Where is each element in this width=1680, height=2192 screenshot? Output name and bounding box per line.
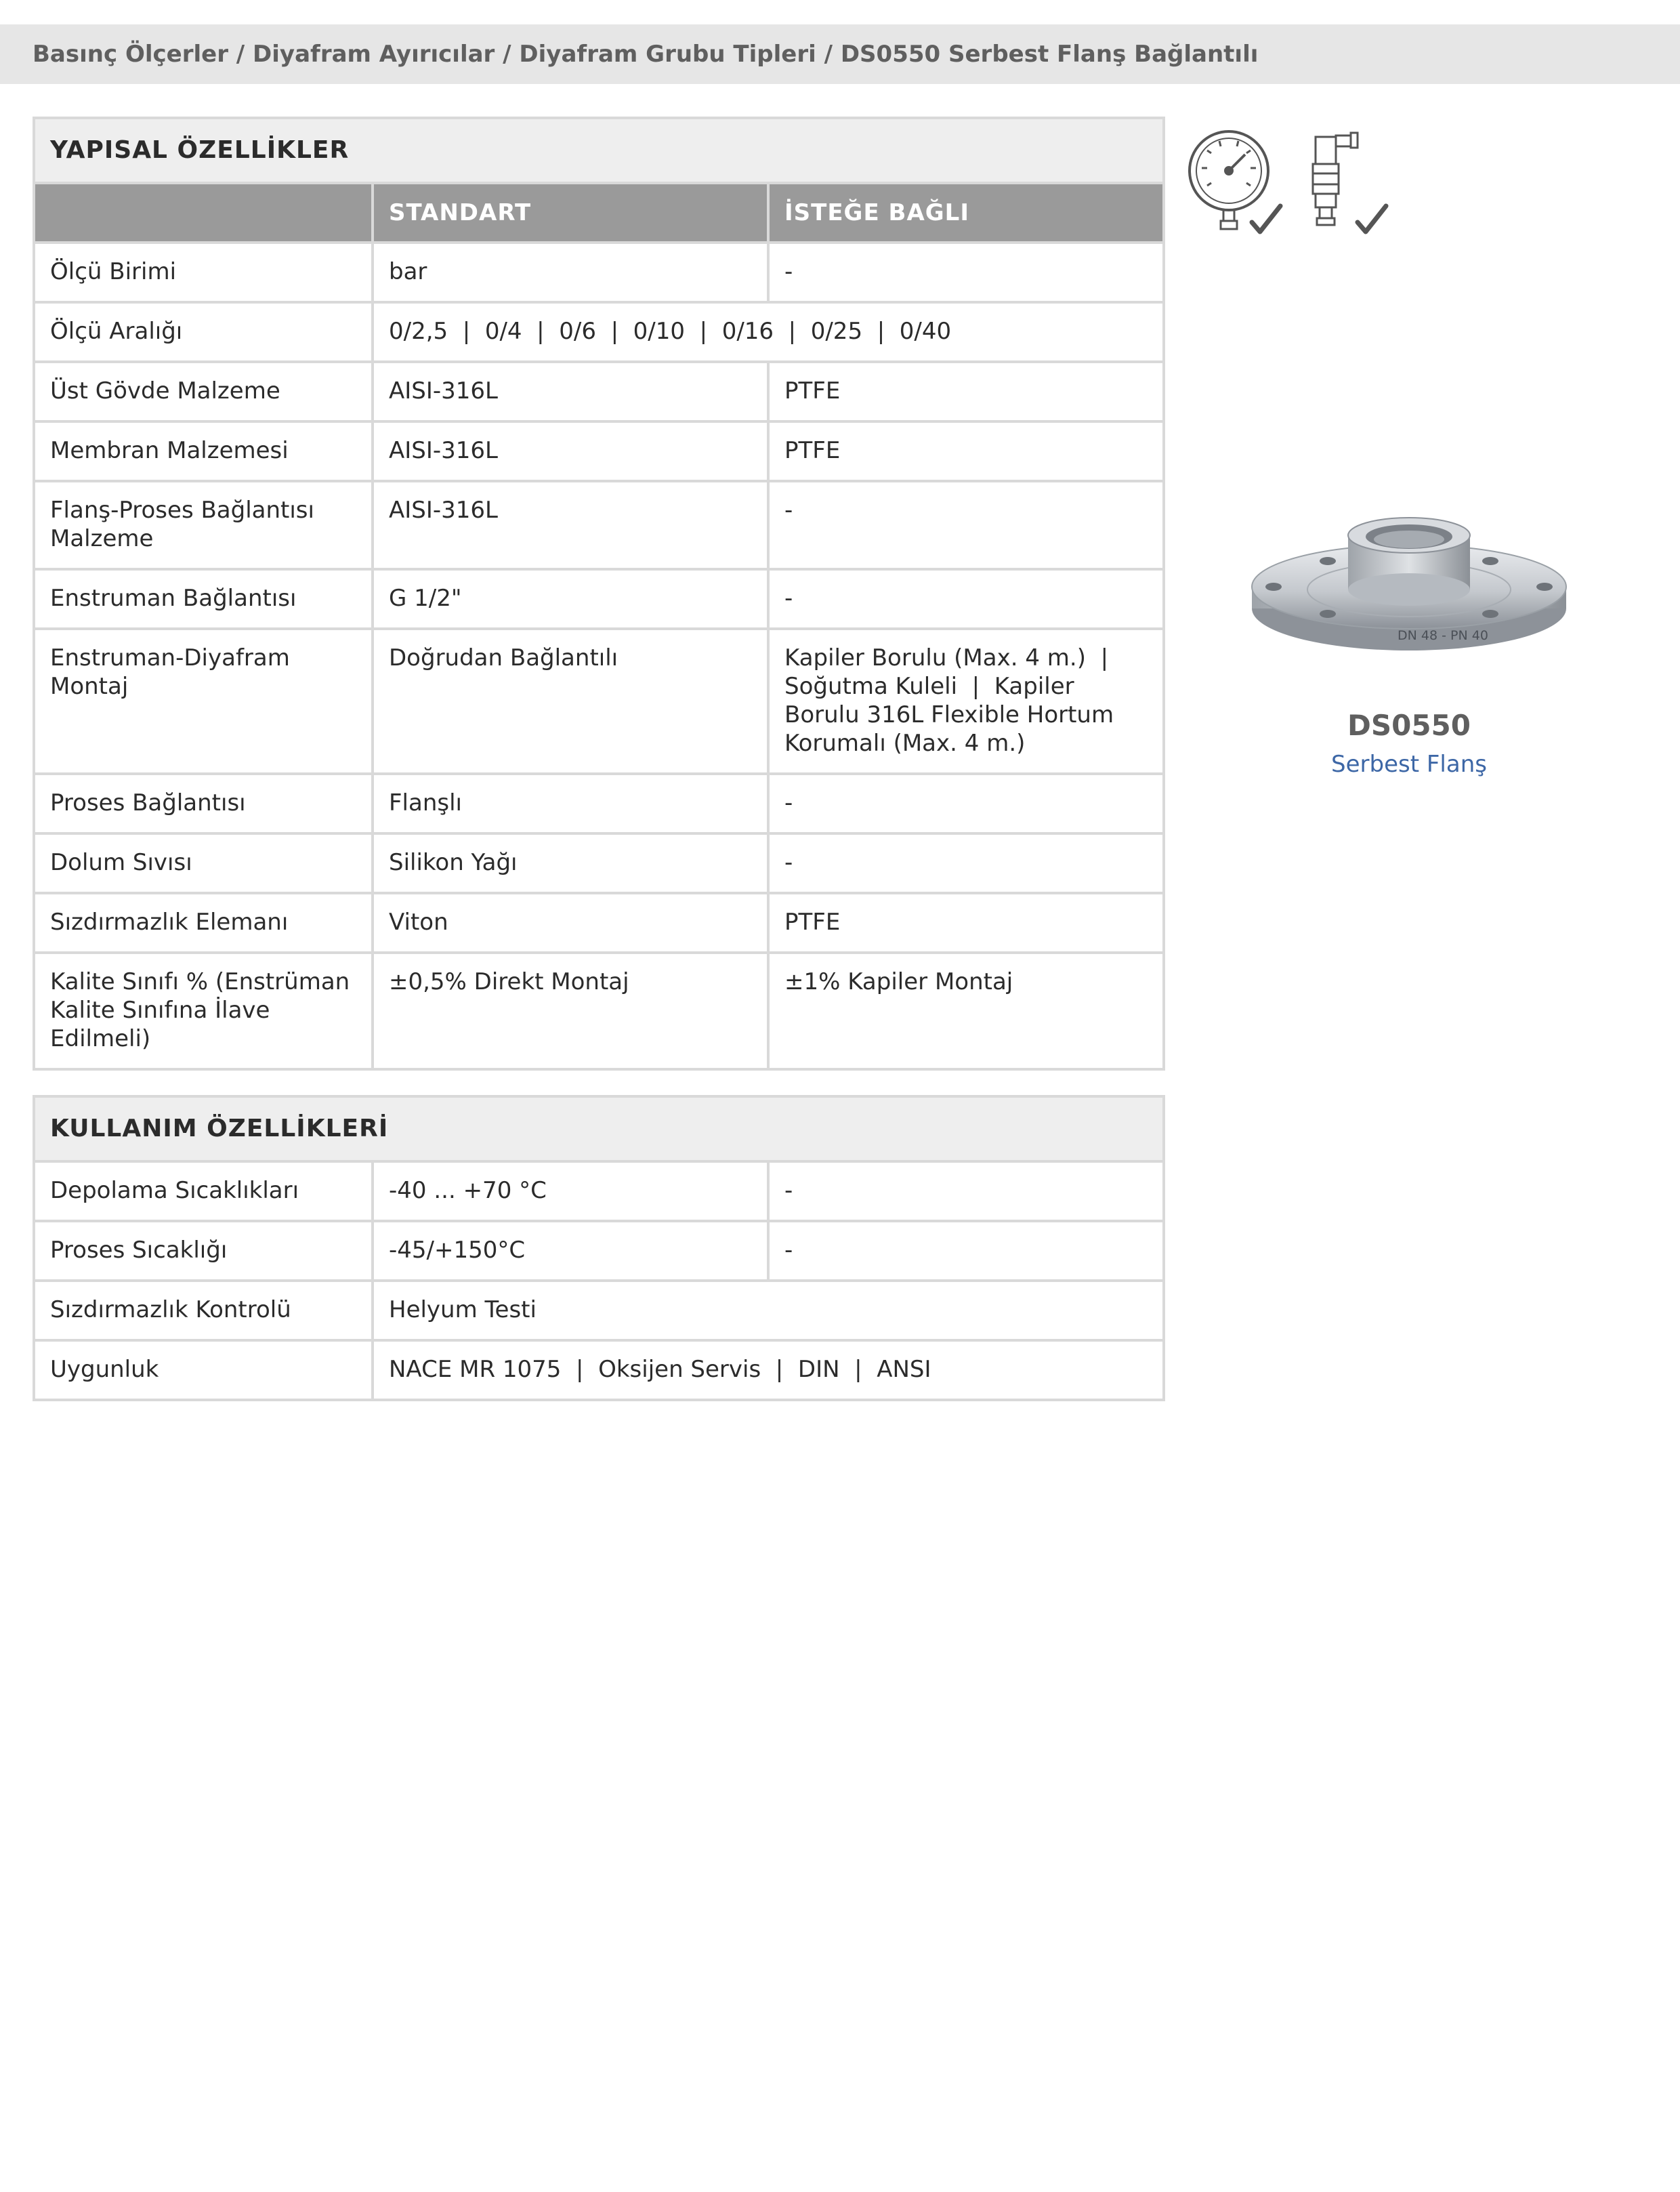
optional-value: Kapiler Borulu (Max. 4 m.) | Soğutma Kuleli | Kapiler Borulu 316L Flexible Hortum Korumalı (Max. 4 m.) [768, 629, 1164, 774]
standard-value: AISI-316L [373, 421, 768, 481]
row-label: Flanş-Proses Bağlantısı Malzeme [34, 481, 373, 569]
row-label: Ölçü Aralığı [34, 302, 373, 362]
standard-value: Flanşlı [373, 774, 768, 833]
flange-marking: DN 48 - PN 40 [1398, 628, 1488, 643]
test-value: Helyum Testi [373, 1281, 1164, 1340]
section-title: KULLANIM ÖZELLİKLERİ [34, 1096, 1164, 1161]
row-label: Ölçü Birimi [34, 243, 373, 302]
optional-value: ±1% Kapiler Montaj [768, 953, 1164, 1069]
table-row [34, 774, 1164, 833]
pressure-gauge-icon [1190, 131, 1268, 229]
table-row [34, 1161, 1164, 1221]
table-row [34, 421, 1164, 481]
row-label: Proses Bağlantısı [34, 774, 373, 833]
table-row [34, 1340, 1164, 1400]
standard-value: G 1/2" [373, 569, 768, 629]
usage-features-table [33, 1095, 1165, 1401]
standard-value: -40 ... +70 °C [373, 1161, 768, 1221]
table-row [34, 893, 1164, 953]
product-flange-image [1246, 507, 1572, 683]
column-header-row [34, 183, 1164, 243]
column-header-blank [34, 183, 373, 243]
table-row [34, 243, 1164, 302]
table-row [34, 833, 1164, 893]
column-header-optional: İSTEĞE BAĞLI [768, 183, 1164, 243]
row-label: Sızdırmazlık Elemanı [34, 893, 373, 953]
standard-value: Silikon Yağı [373, 833, 768, 893]
row-label: Depolama Sıcaklıkları [34, 1161, 373, 1221]
row-label: Sızdırmazlık Kontrolü [34, 1281, 373, 1340]
row-label: Proses Sıcaklığı [34, 1221, 373, 1281]
row-label: Üst Gövde Malzeme [34, 362, 373, 421]
standard-value: bar [373, 243, 768, 302]
product-name: Serbest Flanş [1331, 751, 1487, 778]
table-row [34, 1221, 1164, 1281]
row-label: Uygunluk [34, 1340, 373, 1400]
section-title: YAPISAL ÖZELLİKLER [34, 118, 1164, 183]
compliance-value: NACE MR 1075 | Oksijen Servis | DIN | ANSI [373, 1340, 1164, 1400]
optional-value: PTFE [768, 421, 1164, 481]
standard-value: AISI-316L [373, 481, 768, 569]
breadcrumb: Basınç Ölçerler / Diyafram Ayırıcılar / Diyafram Grubu Tipleri / DS0550 Serbest Flanş Bağlantılı [0, 24, 1680, 84]
row-label: Enstruman-Diyafram Montaj [34, 629, 373, 774]
column-header-standard: STANDART [373, 183, 768, 243]
table-row [34, 362, 1164, 421]
table-row [34, 481, 1164, 569]
standard-value: ±0,5% Direkt Montaj [373, 953, 768, 1069]
compatibility-icons [1187, 126, 1404, 241]
optional-value: - [768, 1221, 1164, 1281]
optional-value: PTFE [768, 362, 1164, 421]
table-row [34, 1281, 1164, 1340]
optional-value: PTFE [768, 893, 1164, 953]
row-label: Membran Malzemesi [34, 421, 373, 481]
range-value: 0/2,5 | 0/4 | 0/6 | 0/10 | 0/16 | 0/25 | 0/40 [373, 302, 1164, 362]
table-row [34, 302, 1164, 362]
optional-value: - [768, 569, 1164, 629]
row-label: Dolum Sıvısı [34, 833, 373, 893]
optional-value: - [768, 1161, 1164, 1221]
product-code: DS0550 [1347, 709, 1471, 742]
standard-value: AISI-316L [373, 362, 768, 421]
checkmark-icon [1252, 206, 1280, 232]
pressure-transmitter-icon [1313, 133, 1358, 225]
standard-value: -45/+150°C [373, 1221, 768, 1281]
row-label: Kalite Sınıfı % (Enstrüman Kalite Sınıfına İlave Edilmeli) [34, 953, 373, 1069]
optional-value: - [768, 481, 1164, 569]
table-row [34, 569, 1164, 629]
structural-features-table [33, 117, 1165, 1071]
optional-value: - [768, 833, 1164, 893]
table-row [34, 953, 1164, 1069]
checkmark-icon [1358, 206, 1386, 232]
optional-value: - [768, 243, 1164, 302]
row-label: Enstruman Bağlantısı [34, 569, 373, 629]
standard-value: Viton [373, 893, 768, 953]
optional-value: - [768, 774, 1164, 833]
standard-value: Doğrudan Bağlantılı [373, 629, 768, 774]
table-row [34, 629, 1164, 774]
